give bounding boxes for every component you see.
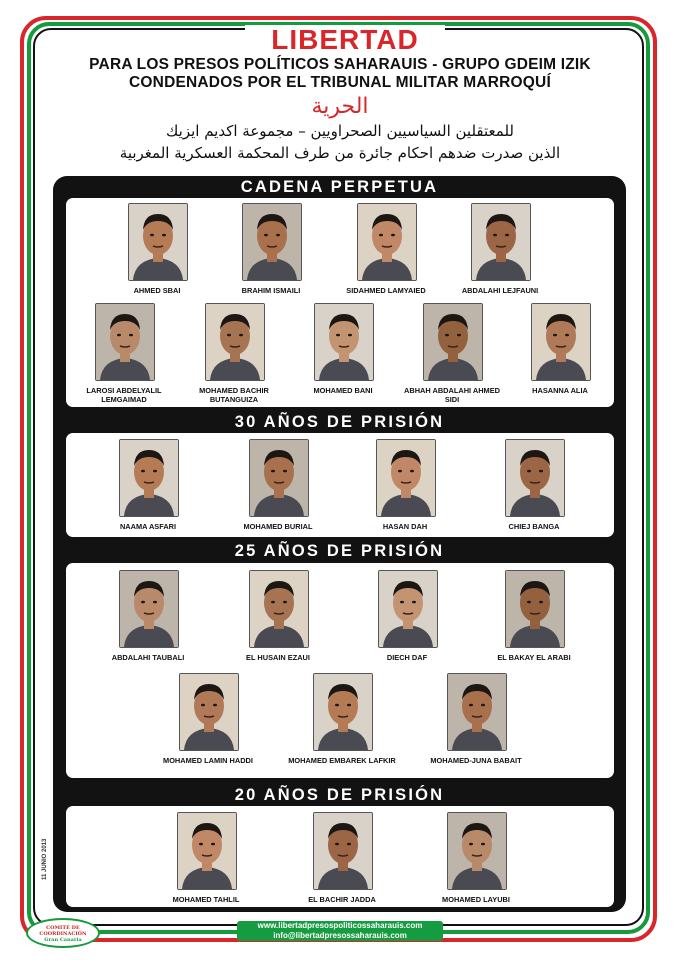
prisoner-photo	[531, 303, 591, 381]
prisoner-photo	[249, 439, 309, 517]
subtitle-2: CONDENADOS POR EL TRIBUNAL MILITAR MARROQUÍ	[129, 74, 551, 91]
prisoner-photo	[242, 203, 302, 281]
page-title: LIBERTAD	[245, 25, 445, 55]
prisoner-name: ABHAH ABDALAHI AHMED SIDI	[404, 386, 500, 404]
prisoner-name: MOHAMED BURIAL	[243, 522, 313, 531]
prisoner-name: HASAN DAH	[382, 522, 428, 531]
prisoner-name: BRAHIM ISMAILI	[241, 286, 301, 295]
prisoner-photo	[423, 303, 483, 381]
prisoner-name: MOHAMED-JUNA BABAIT	[430, 756, 522, 765]
prisoner-photo	[314, 303, 374, 381]
website-link[interactable]: www.libertadpresospoliticossaharauis.com	[257, 921, 423, 930]
prisoner-photo	[119, 570, 179, 648]
prisoner-photo	[505, 439, 565, 517]
prisoner-name: EL BAKAY EL ARABI	[497, 653, 571, 662]
prisoner-name: MOHAMED EMBAREK LAFKIR	[288, 756, 396, 765]
prisoner-name: SIDAHMED LAMYAIED	[346, 286, 426, 295]
prisoner-photo	[378, 570, 438, 648]
logo-text-bottom: Gran Canaria	[44, 937, 82, 943]
prisoner-name: NAAMA ASFARI	[119, 522, 177, 531]
prisoner-photo	[179, 673, 239, 751]
prisoner-photo	[249, 570, 309, 648]
prisoner-photo	[313, 812, 373, 890]
prisoner-name: ABDALAHI TAUBALI	[111, 653, 185, 662]
prisoner-name: MOHAMED LAMIN HADDI	[163, 756, 253, 765]
prisoner-photo	[447, 812, 507, 890]
prisoner-name: MOHAMED BANI	[313, 386, 373, 395]
prisoner-photo	[119, 439, 179, 517]
prisoner-name: AHMED SBAI	[133, 286, 181, 295]
prisoner-photo	[376, 439, 436, 517]
prisoner-photo	[128, 203, 188, 281]
contact-box	[237, 921, 443, 941]
prisoner-name: MOHAMED BACHIR BUTANGUIZA	[199, 386, 269, 404]
section-heading-25-anos: 25 AÑOS DE PRISIÓN	[234, 542, 445, 560]
prisoner-photo	[471, 203, 531, 281]
coordination-committee-logo	[26, 918, 100, 948]
section-heading-20-anos: 20 AÑOS DE PRISIÓN	[234, 786, 445, 804]
prisoner-photo	[205, 303, 265, 381]
prisoner-name: MOHAMED TAHLIL	[172, 895, 240, 904]
prisoner-name: EL BACHIR JADDA	[308, 895, 376, 904]
print-date: 11 JUNIO 2013	[42, 838, 48, 880]
prisoner-photo	[505, 570, 565, 648]
prisoner-name: HASANNA ALIA	[532, 386, 588, 395]
prisoner-name: LAROSI ABDELYALIL LEMGAIMAD	[86, 386, 162, 404]
arabic-subtitle-1: للمعتقلين السياسيين الصحراويين – مجموعة اكديم ايزيك	[166, 122, 514, 140]
prisoner-name: DIECH DAF	[386, 653, 428, 662]
prisoner-photo	[447, 673, 507, 751]
logo-text-top: COMITÉ DE COORDINACIÓN	[39, 925, 87, 937]
email-link[interactable]: info@libertadpresossaharauis.com	[273, 930, 407, 940]
subtitle-1: PARA LOS PRESOS POLÍTICOS SAHARAUIS - GRUPO GDEIM IZIK	[89, 56, 591, 73]
prisoner-name: EL HUSAIN EZAUI	[246, 653, 310, 662]
prisoner-name: MOHAMED LAYUBI	[442, 895, 510, 904]
prisoner-photo	[357, 203, 417, 281]
prisoner-name: ABDALAHI LEJFAUNI	[461, 286, 539, 295]
arabic-title: الحرية	[311, 94, 369, 119]
prisoner-photo	[95, 303, 155, 381]
arabic-subtitle-2: الذين صدرت ضدهم احكام جائرة من طرف المحكمة العسكرية المغربية	[119, 144, 561, 162]
section-heading-30-anos: 30 AÑOS DE PRISIÓN	[234, 413, 445, 431]
section-heading-cadena-perpetua: CADENA PERPETUA	[240, 178, 439, 196]
prisoner-photo	[177, 812, 237, 890]
prisoner-name: CHIEJ BANGA	[508, 522, 560, 531]
prisoner-photo	[313, 673, 373, 751]
